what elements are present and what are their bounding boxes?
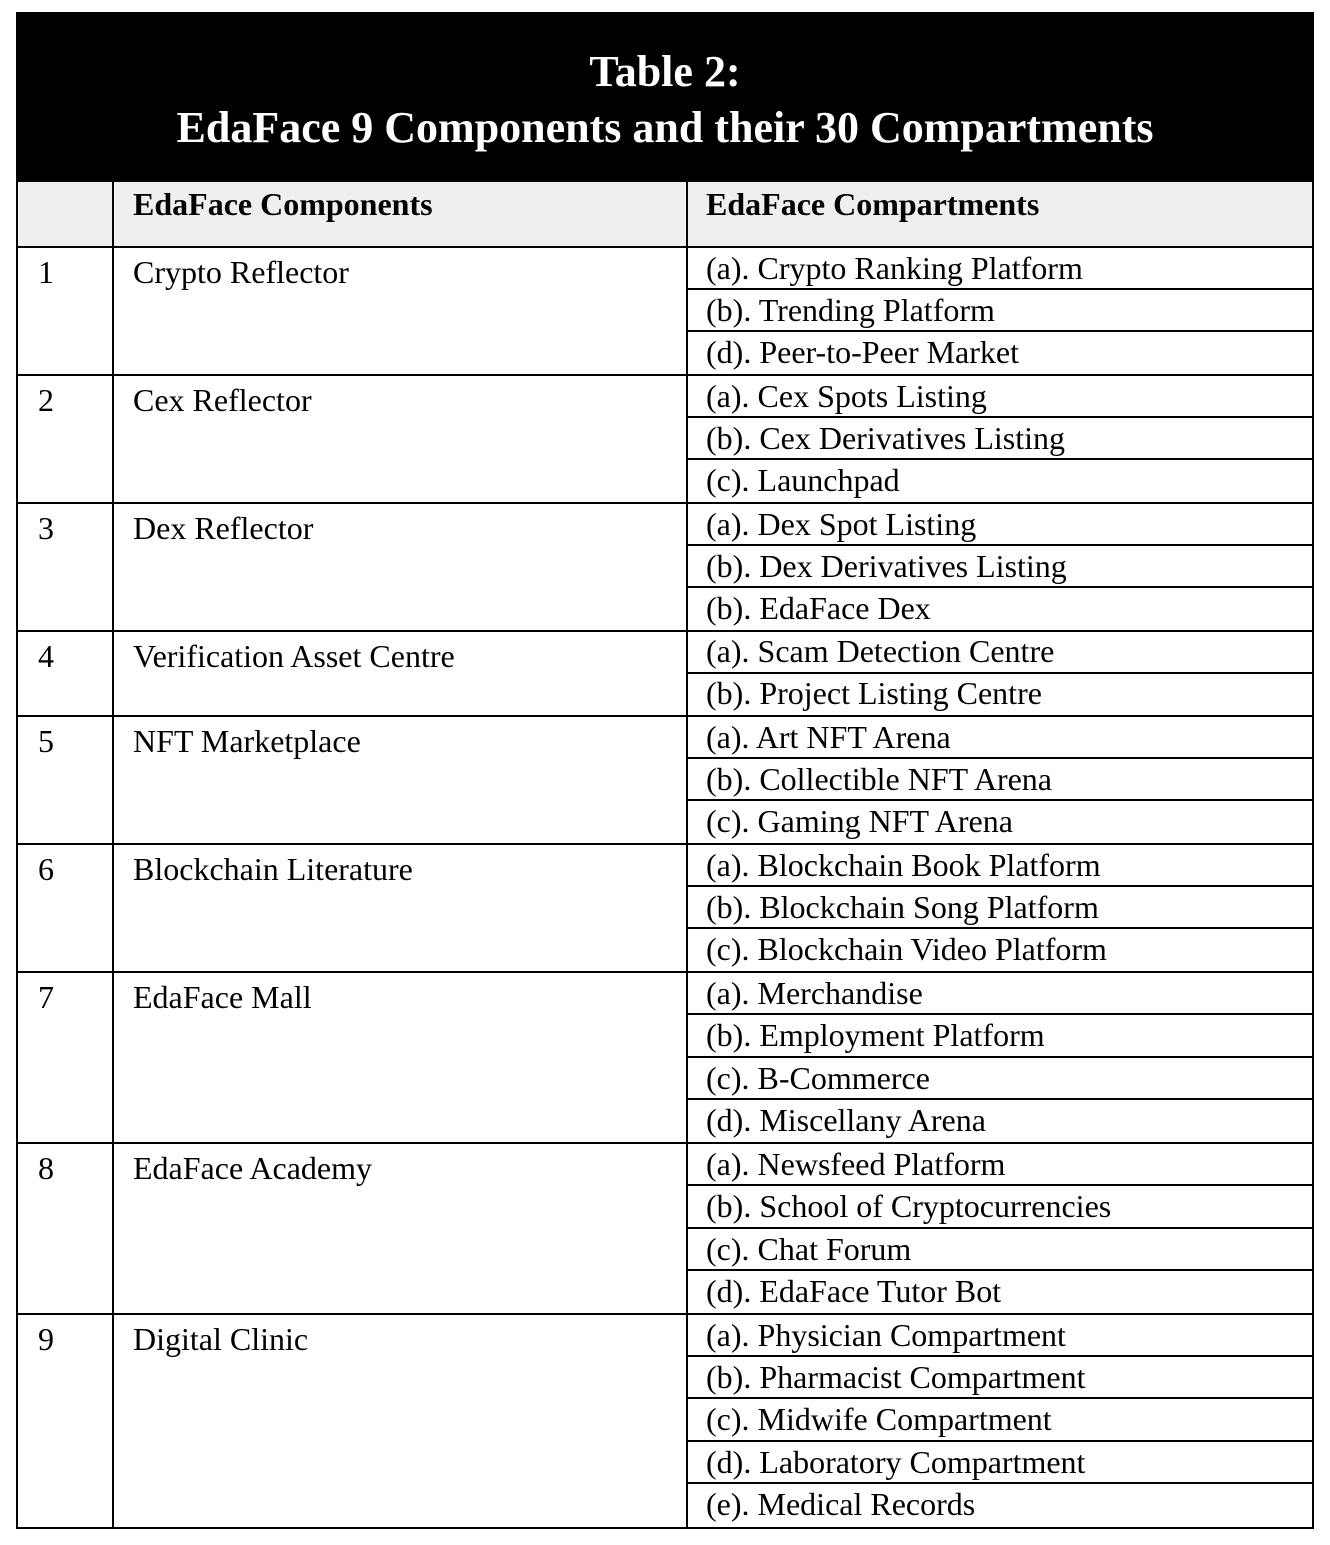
row-number: 7 [38, 979, 54, 1015]
compartment-list [688, 1315, 1312, 1526]
compartment-item: (b). Dex Derivatives Listing [688, 546, 1312, 588]
compartment-list [688, 248, 1312, 374]
compartment-list [688, 376, 1312, 502]
row-number: 9 [38, 1321, 54, 1357]
compartment-item: (a). Crypto Ranking Platform [688, 248, 1312, 290]
row-number: 1 [38, 254, 54, 290]
table-row [18, 1315, 1312, 1528]
table-header-row [18, 180, 1312, 248]
compartment-item: (b). Blockchain Song Platform [688, 887, 1312, 929]
compartment-item: (c). B-Commerce [688, 1058, 1312, 1100]
column-divider [112, 180, 114, 1529]
compartment-item: (e). Medical Records [706, 1485, 976, 1522]
component-name: Cex Reflector [133, 382, 312, 418]
compartment-item: (c). Chat Forum [688, 1229, 1312, 1271]
compartment-list [688, 717, 1312, 843]
table-row [18, 376, 1312, 504]
compartment-list [688, 632, 1312, 715]
component-name: EdaFace Academy [133, 1150, 372, 1186]
compartment-list [688, 1144, 1312, 1313]
component-name: Blockchain Literature [133, 851, 413, 887]
compartment-item: (d). Laboratory Compartment [688, 1442, 1312, 1484]
row-number: 3 [38, 510, 54, 546]
table-row [18, 504, 1312, 632]
compartment-item: (a). Art NFT Arena [688, 717, 1312, 759]
table-row [18, 1144, 1312, 1315]
table-row [18, 248, 1312, 376]
compartment-list [688, 845, 1312, 971]
component-name: Dex Reflector [133, 510, 314, 546]
compartment-item: (d). EdaFace Tutor Bot [706, 1272, 1002, 1309]
compartment-item: (b). EdaFace Dex [706, 590, 931, 626]
compartment-item: (c). Gaming NFT Arena [706, 803, 1013, 839]
compartment-item: (a). Merchandise [688, 973, 1312, 1015]
compartment-item: (b). Pharmacist Compartment [688, 1357, 1312, 1399]
row-number: 4 [38, 638, 54, 674]
row-number: 2 [38, 382, 54, 418]
compartment-item: (a). Dex Spot Listing [688, 504, 1312, 546]
table-title-bar [18, 14, 1312, 180]
component-name: Verification Asset Centre [133, 638, 455, 674]
compartment-item: (d). Miscellany Arena [706, 1101, 986, 1138]
compartment-item: (a). Physician Compartment [688, 1315, 1312, 1357]
row-number: 5 [38, 723, 54, 759]
compartment-item: (b). Collectible NFT Arena [688, 759, 1312, 801]
components-table [16, 12, 1314, 1529]
compartment-item: (d). Peer-to-Peer Market [706, 334, 1019, 370]
table-subtitle: EdaFace 9 Components and their 30 Compartments [176, 103, 1154, 152]
column-divider [686, 180, 688, 1529]
header-compartments: EdaFace Compartments [706, 186, 1040, 222]
compartment-item: (b). Cex Derivatives Listing [688, 418, 1312, 460]
component-name: Crypto Reflector [133, 254, 349, 290]
compartment-item: (a). Blockchain Book Platform [688, 845, 1312, 887]
compartment-item: (c). Launchpad [706, 462, 900, 498]
compartment-item: (c). Midwife Compartment [688, 1399, 1312, 1441]
table-row [18, 632, 1312, 717]
table-title: Table 2: [589, 47, 741, 96]
component-name: EdaFace Mall [133, 979, 312, 1015]
compartment-list [688, 973, 1312, 1142]
compartment-item: (b). School of Cryptocurrencies [688, 1186, 1312, 1228]
table-row [18, 845, 1312, 973]
row-number: 6 [38, 851, 54, 887]
compartment-item: (a). Cex Spots Listing [688, 376, 1312, 418]
table-row [18, 717, 1312, 845]
row-number: 8 [38, 1150, 54, 1186]
compartment-item: (a). Newsfeed Platform [688, 1144, 1312, 1186]
component-name: Digital Clinic [133, 1321, 309, 1357]
header-components: EdaFace Components [133, 186, 433, 222]
table-row [18, 973, 1312, 1144]
compartment-item: (b). Project Listing Centre [706, 674, 1042, 711]
compartment-item: (a). Scam Detection Centre [688, 632, 1312, 674]
compartment-item: (b). Trending Platform [688, 290, 1312, 332]
compartment-list [688, 504, 1312, 630]
compartment-item: (c). Blockchain Video Platform [706, 931, 1107, 967]
component-name: NFT Marketplace [133, 723, 361, 759]
compartment-item: (b). Employment Platform [688, 1015, 1312, 1057]
